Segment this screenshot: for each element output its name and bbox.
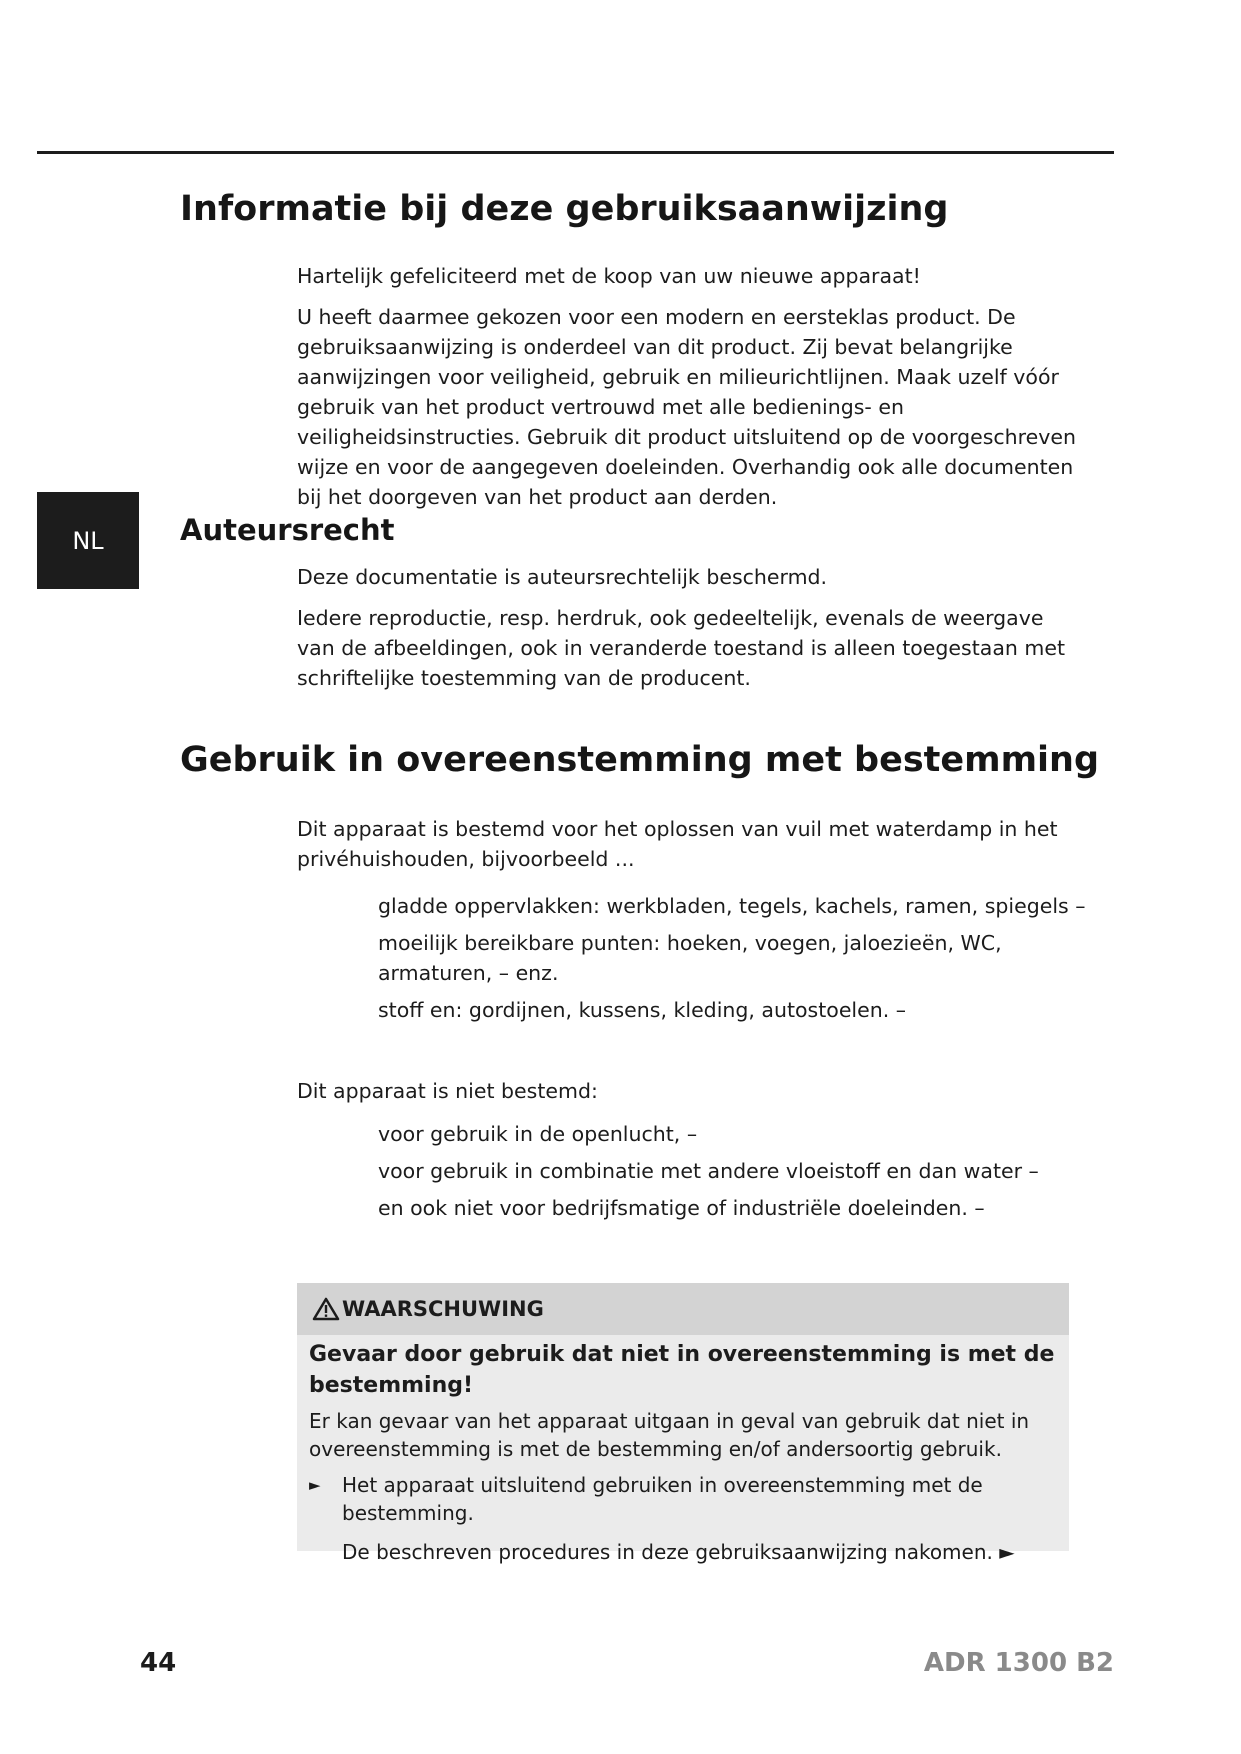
not-intended-list <box>378 1119 1098 1230</box>
paragraph: Dit apparaat is niet bestemd: <box>297 1079 598 1103</box>
list-item: voor gebruik in de openlucht, – <box>378 1122 698 1146</box>
warning-instruction: De beschreven procedures in deze gebruiksaanwijzing nakomen. ► <box>342 1540 1015 1564</box>
warning-bullet-text: Het apparaat uitsluitend gebruiken in overeenstemming met de bestemming. <box>342 1473 983 1525</box>
warning-bullet <box>309 1471 1057 1527</box>
section-copyright-body <box>297 562 1077 704</box>
warning-title: Gevaar door gebruik dat niet in overeenstemming is met de bestemming! <box>309 1342 1055 1398</box>
top-rule <box>37 151 1114 154</box>
list-item: stoff en: gordijnen, kussens, kleding, autostoelen. – <box>378 998 907 1022</box>
paragraph: Iedere reproductie, resp. herdruk, ook gedeeltelijk, evenals de weergave van de afbeeldingen, ook in veranderde toestand is alleen toegestaan met schriftelijke toestemming van de producent. <box>297 606 1066 690</box>
warning-box <box>297 1283 1069 1564</box>
paragraph: Deze documentatie is auteursrechtelijk beschermd. <box>297 565 828 589</box>
language-tab-label: NL <box>72 526 104 555</box>
list-item: moeilijk bereikbare punten: hoeken, voegen, jaloezieën, WC, armaturen, – enz. <box>378 931 1002 985</box>
warning-header <box>297 1283 1069 1335</box>
section-title-copyright: Auteursrecht <box>180 513 395 547</box>
language-tab <box>37 492 139 589</box>
list-item: voor gebruik in combinatie met andere vloeistoff en dan water – <box>378 1159 1039 1183</box>
warning-label: WAARSCHUWING <box>342 1297 544 1321</box>
section-title-intended-use: Gebruik in overeenstemming met bestemming <box>180 740 1100 780</box>
page-number: 44 <box>140 1648 177 1678</box>
warning-text: Er kan gevaar van het apparaat uitgaan in geval van gebruik dat niet in overeenstemming is met de bestemming en/of andersoortig gebruik. <box>309 1409 1030 1461</box>
paragraph: U heeft daarmee gekozen voor een modern en eersteklas product. De gebruiksaanwijzing is onderdeel van dit product. Zij bevat belangrijke aanwijzingen voor veiligheid, gebruik en milieurichtlijnen. Maak uzelf vóór gebruik van het product vertrouwd met alle bedienings- en veiligheidsinstructies. Gebruik dit product uitsluitend op de voorgeschreven wijze en voor de aangegeven doeleinden. Overhandig ook alle documenten bij het doorgeven van het product aan derden. <box>297 305 1076 509</box>
paragraph: Hartelijk gefeliciteerd met de koop van uw nieuwe apparaat! <box>297 264 921 288</box>
warning-triangle-icon <box>312 1297 340 1321</box>
not-intended-intro <box>297 1076 1077 1117</box>
bullet-arrow-icon: ► <box>309 1476 321 1494</box>
intended-use-intro <box>297 814 1077 885</box>
section-title-information: Informatie bij deze gebruiksaanwijzing <box>180 189 949 229</box>
list-item: gladde oppervlakken: werkbladen, tegels, kachels, ramen, spiegels – <box>378 894 1086 918</box>
intended-use-list <box>378 891 1098 1032</box>
model-number: ADR 1300 B2 <box>923 1648 1114 1678</box>
section-information-body <box>297 261 1077 523</box>
list-item: en ook niet voor bedrijfsmatige of industriële doeleinden. – <box>378 1196 985 1220</box>
paragraph: Dit apparaat is bestemd voor het oplossen van vuil met waterdamp in het privéhuishouden, bijvoorbeeld ... <box>297 817 1058 871</box>
